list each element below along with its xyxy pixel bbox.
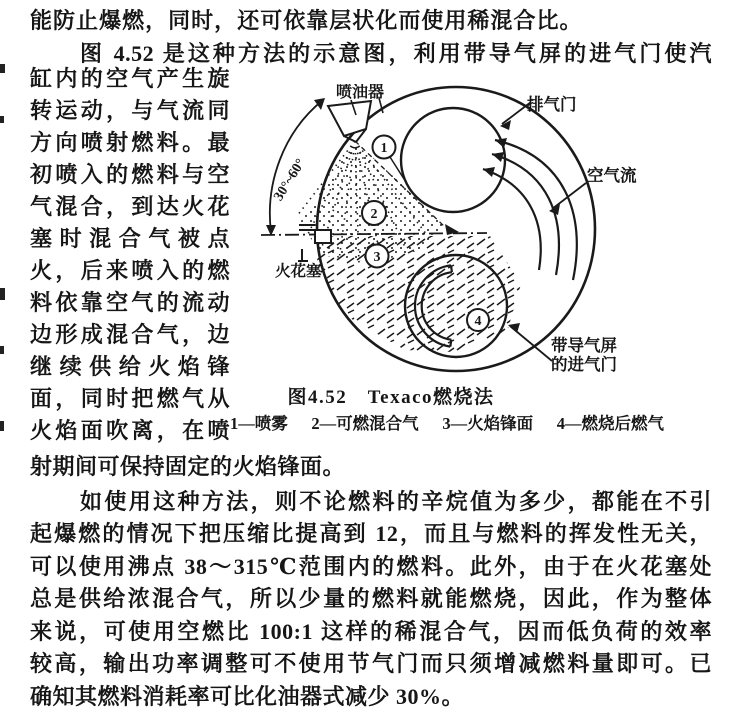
- scan-speck: [0, 346, 4, 354]
- zone-number-3: [366, 245, 389, 268]
- legend-item: 2—可燃混合气: [311, 414, 419, 433]
- body-text-line: 射期间可保持固定的火焰锋面。: [30, 454, 346, 479]
- angle-arrow-top: [314, 98, 325, 110]
- svg-text:3: 3: [373, 250, 381, 265]
- exhaust-valve-circle: [401, 108, 505, 212]
- intake-valve-label-line1: 带导气屏: [551, 336, 617, 355]
- scan-speck: [0, 421, 4, 431]
- zone-number-4: [467, 309, 489, 331]
- svg-text:2: 2: [370, 207, 378, 222]
- scan-speck: [0, 116, 4, 123]
- body-text-line: 可以使用沸点 38～315℃范围内的燃料。此外，由于在火花塞处: [30, 554, 712, 579]
- spark-plug-label: 火花塞: [275, 263, 322, 280]
- body-text-line: 塞时混合气被点: [30, 226, 230, 251]
- body-text-line: 火焰面吹离，在喷: [30, 418, 230, 443]
- combustion-chamber-schematic: [255, 84, 738, 384]
- zone-number-2: [362, 201, 386, 225]
- body-text-line: 确知其燃料消耗率可比化油器式减少 30%。: [30, 684, 465, 709]
- body-text-line: 起爆燃的情况下把压缩比提高到 12，而且与燃料的挥发性无关，: [30, 521, 712, 546]
- body-text-line: 气混合，到达火花: [30, 194, 230, 219]
- body-text-line: 图 4.52 是这种方法的示意图，利用带导气屏的进气门使汽: [80, 41, 712, 66]
- figure-legend: [230, 410, 664, 434]
- zone-number-1: [373, 136, 396, 159]
- body-text-line: 继续供给火焰锋: [30, 354, 230, 379]
- air-flow-label: 空气流: [587, 166, 637, 185]
- body-text-line: 转运动，与气流同: [30, 98, 230, 123]
- exhaust-valve-label: 排气门: [527, 95, 577, 114]
- legend-item: 4—燃烧后燃气: [556, 414, 664, 433]
- intake-leader-arrow: [508, 323, 520, 333]
- body-text-line: 料依靠空气的流动: [30, 290, 230, 315]
- figure-diagram: [255, 84, 738, 384]
- body-text-line: 面，同时把燃气从: [30, 386, 230, 411]
- body-text-line: 边形成混合气，边: [30, 322, 230, 347]
- body-text-line: 能防止爆燃，同时，还可依靠层状化而使用稀混合比。: [30, 8, 582, 33]
- scan-speck: [0, 64, 5, 73]
- intake-valve-label-line2: 的进气门: [551, 355, 617, 374]
- spray-angle-label: 30°~60°: [271, 156, 309, 204]
- body-text-line: 较高，输出功率调整可不使用节气门而只须增减燃料量即可。已: [30, 651, 712, 676]
- body-text-line: 缸内的空气产生旋: [30, 66, 230, 91]
- body-text-line: 初喷入的燃料与空: [30, 162, 230, 187]
- svg-text:4: 4: [474, 314, 482, 329]
- body-text-line: 火，后来喷入的燃: [30, 258, 230, 283]
- legend-item: 1—喷雾: [230, 414, 288, 433]
- body-text-line: 总是供给浓混合气，所以少量的燃料就能燃烧，因此，作为整体: [30, 586, 712, 611]
- body-text-line: 如使用这种方法，则不论燃料的辛烷值为多少，都能在不引: [80, 489, 712, 514]
- air-flow-leader-line: [552, 183, 586, 209]
- body-text-line: 方向喷射燃料。最: [30, 130, 230, 155]
- svg-text:1: 1: [380, 141, 388, 156]
- air-flow-leader-arrow: [549, 204, 560, 215]
- figure-caption: 图4.52 Texaco燃烧法: [287, 387, 495, 408]
- body-text-line: 来说，可使用空燃比 100:1 这样的稀混合气，因而低负荷的效率: [30, 619, 712, 644]
- scan-speck: [0, 288, 5, 300]
- legend-item: 3—火焰锋面: [442, 414, 534, 433]
- injector-label: 喷油器: [336, 84, 385, 101]
